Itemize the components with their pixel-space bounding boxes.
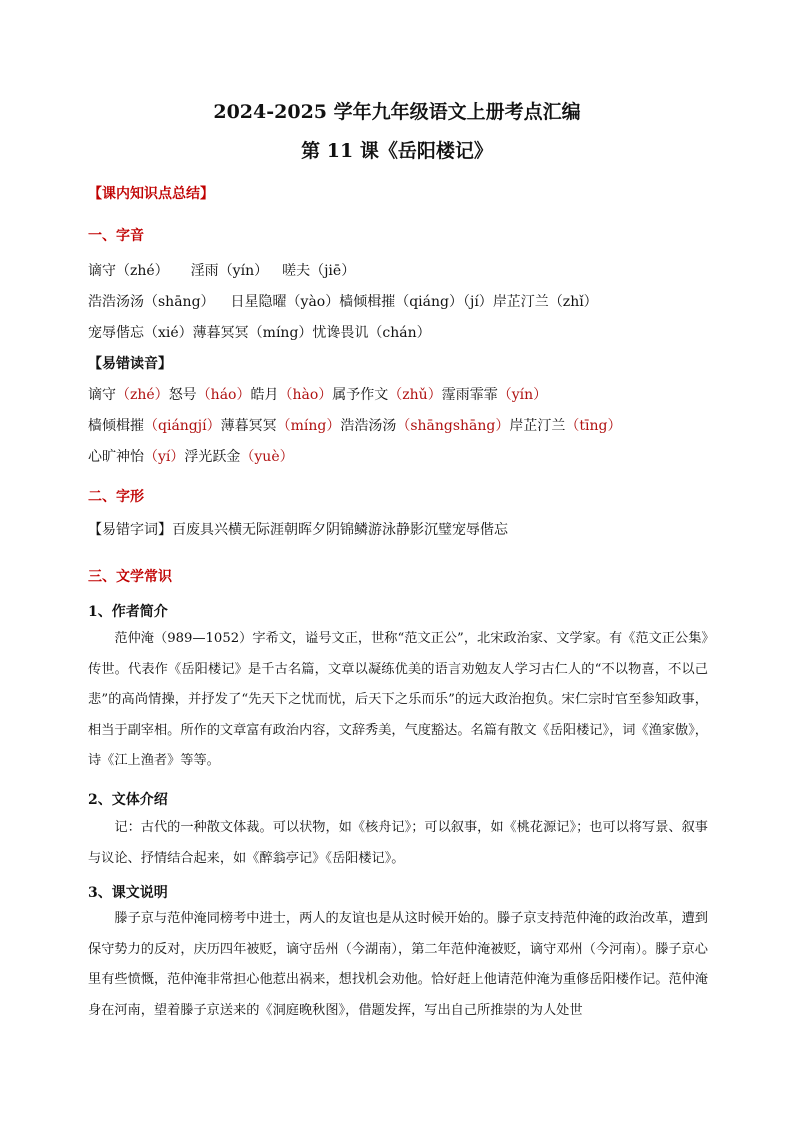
word: 岸芷汀兰 [509, 418, 566, 434]
literature-heading: 三、文学常识 [88, 569, 172, 585]
word: 谪守 [88, 387, 116, 403]
pinyin: （yào） [286, 294, 340, 310]
word: 浩浩汤汤 [340, 418, 397, 434]
pinyin: （yí） [144, 449, 185, 465]
pinyin: （yín） [497, 387, 548, 403]
pinyin: （qiángjí） [144, 418, 221, 434]
word: 怒号 [168, 387, 197, 403]
pinyin: （zhǔ） [388, 387, 442, 403]
error-pronunciation-row-1 [88, 384, 718, 404]
pronunciation-heading: 一、字音 [88, 228, 144, 244]
pinyin: （tīng） [565, 418, 622, 434]
lesson-title: 第 11 课《岳阳楼记》 [301, 140, 493, 162]
word: 心旷神怡 [88, 449, 144, 465]
pinyin: （zhé） [116, 387, 169, 403]
word: 樯倾楫摧 [88, 418, 144, 434]
word: 岸芷汀兰 [492, 294, 549, 310]
error-pronunciation-row-2 [88, 415, 718, 435]
genre-paragraph: 记：古代的一种散文体裁。可以状物，如《核舟记》；可以叙事，如《桃花源记》；也可以将写景、叙事与议论、抒情结合起来，如《醉翁亭记》《岳阳楼记》。 [88, 820, 708, 866]
genre-heading: 2、文体介绍 [88, 792, 168, 808]
document-title: 2024-2025 学年九年级语文上册考点汇编 [213, 101, 581, 123]
text-explanation-heading: 3、课文说明 [88, 885, 168, 901]
pinyin: （shāng） [144, 294, 215, 310]
pronunciation-row-3 [88, 322, 718, 342]
pinyin: （míng） [276, 418, 341, 434]
error-characters-label: 【易错字词】 [88, 522, 172, 538]
pinyin: （yín） [218, 263, 269, 279]
word: 浮光跃金 [184, 449, 241, 465]
word: 浩浩汤汤 [88, 294, 144, 310]
word: 薄暮冥冥 [192, 325, 249, 341]
word: 淫雨 [190, 263, 219, 279]
error-characters-row [88, 519, 718, 539]
word: 嗟夫 [282, 263, 311, 279]
word: 樯倾楫摧 [339, 294, 396, 310]
pinyin: （yuè） [240, 449, 294, 465]
error-characters-words: 百废具兴横无际涯朝晖夕阴锦鳞游泳静影沉璧宠辱偕忘 [172, 522, 508, 538]
pinyin: （míng） [248, 325, 313, 341]
pinyin: （zhé） [116, 263, 169, 279]
word: 宠辱偕忘 [88, 325, 144, 341]
word: 谪守 [88, 263, 116, 279]
word: 皓月 [250, 387, 279, 403]
word: 霪雨霏霏 [441, 387, 498, 403]
pronunciation-row-2 [88, 291, 718, 311]
pinyin: （hào） [278, 387, 333, 403]
error-pronunciation-row-3 [88, 446, 718, 466]
pinyin: （qiáng）（jí） [395, 294, 493, 310]
pronunciation-row-1 [88, 260, 718, 280]
pinyin: （chán） [368, 325, 431, 341]
pinyin: （jiē） [310, 263, 356, 279]
pinyin: （shāngshāng） [396, 418, 510, 434]
knowledge-heading: 【课内知识点总结】 [88, 186, 214, 202]
word: 日星隐曜 [230, 294, 287, 310]
characters-heading: 二、字形 [88, 489, 144, 505]
pinyin: （xié） [144, 325, 193, 341]
text-explanation-paragraph: 滕子京与范仲淹同榜考中进士，两人的友谊也是从这时候开始的。滕子京支持范仲淹的政治改革，遭到保守势力的反对，庆历四年被贬，谪守岳州（今湖南），第二年范仲淹被贬，谪守邓州（今河南）。滕子京心里有些愤慨，范仲淹非常担心他惹出祸来，想找机会劝他。恰好赶上他请范仲淹为重修岳阳楼作记。范仲淹身在河南，望着滕子京送来的《洞庭晚秋图》，借题发挥，写出自己所推崇的为人处世 [88, 911, 708, 1018]
word: 薄暮冥冥 [220, 418, 277, 434]
word: 忧谗畏讥 [312, 325, 369, 341]
word: 属予作文 [332, 387, 389, 403]
error-pronunciation-heading: 【易错读音】 [88, 356, 172, 372]
pinyin: （háo） [196, 387, 251, 403]
pinyin: （zhǐ） [548, 294, 598, 310]
author-paragraph: 范仲淹（989—1052）字希文，谥号文正，世称“范文正公”，北宋政治家、文学家。有《范文正公集》传世。代表作《岳阳楼记》是千古名篇，文章以凝练优美的语言劝勉友人学习古仁人的“不以物喜，不以己悲”的高尚情操，并抒发了“先天下之忧而忧，后天下之乐而乐”的远大政治抱负。宋仁宗时官至参知政事，相当于副宰相。所作的文章富有政治内容，文辞秀美，气度豁达。名篇有散文《岳阳楼记》，词《渔家傲》，诗《江上渔者》等等。 [88, 631, 708, 768]
author-heading: 1、作者简介 [88, 604, 168, 620]
